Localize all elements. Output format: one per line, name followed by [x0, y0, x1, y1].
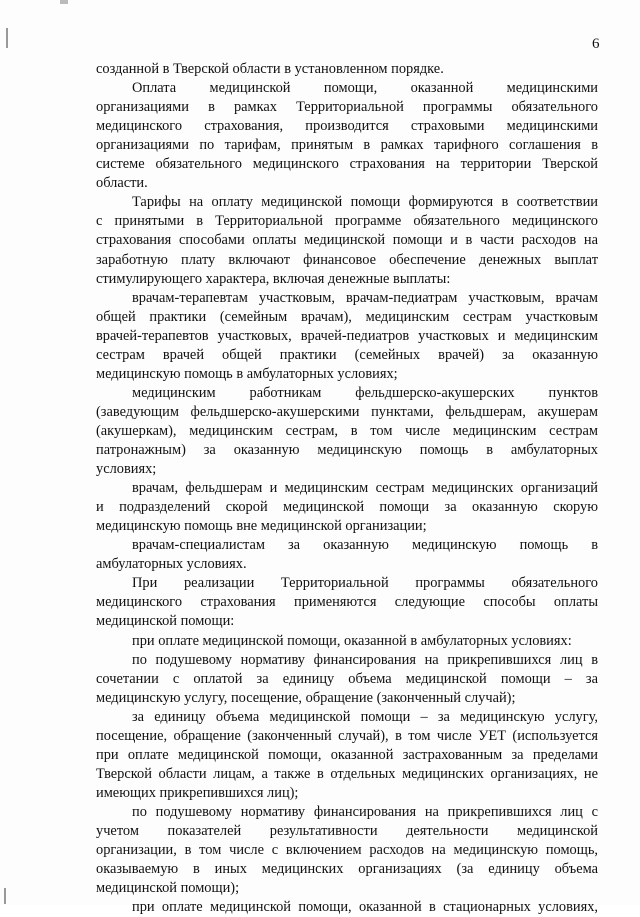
- text-line: врачам-терапевтам участковым, врачам-педиатрам участковым, врачам: [132, 290, 598, 306]
- text-line: за единицу объема медицинской помощи – за медицинскую услугу,: [132, 709, 598, 725]
- text-line: организациями по тарифам, принятым в рамках тарифного соглашения в: [96, 137, 598, 153]
- scan-artifact: [4, 888, 6, 904]
- text-line: медицинского страхования применяются следующие способы оплаты: [96, 594, 598, 610]
- scan-artifact: [60, 0, 68, 4]
- text-line: Тверской области лицам, а также в отдельных медицинских организациях, не: [96, 766, 598, 782]
- text-line: организации, в том числе с включением расходов на медицинскую помощь,: [96, 842, 598, 858]
- text-line: организациями в рамках Территориальной программы обязательного: [96, 99, 598, 115]
- text-line: Тарифы на оплату медицинской помощи формируются в соответствии: [132, 194, 598, 210]
- text-line: оказываемую в иных медицинских организациях (за единицу объема: [96, 861, 598, 877]
- text-line: при оплате медицинской помощи, оказанной в стационарных условиях,: [132, 899, 598, 915]
- text-line: при оплате медицинской помощи, оказанной застрахованным за пределами: [96, 747, 598, 763]
- text-line: имеющих прикрепившихся лиц);: [96, 785, 299, 801]
- text-line: с принятыми в Территориальной программе обязательного медицинского: [96, 213, 598, 229]
- text-line: врачам-специалистам за оказанную медицинскую помощь в: [132, 537, 598, 553]
- text-line: условиях;: [96, 461, 157, 477]
- text-line: заработную плату включают финансовое обеспечение денежных выплат: [96, 252, 598, 268]
- text-line: области.: [96, 175, 148, 191]
- text-line: медицинской помощи:: [96, 613, 235, 629]
- text-line: медицинским работникам фельдшерско-акушерских пунктов: [132, 385, 598, 401]
- text-line: сочетании с оплатой за единицу объема медицинской помощи – за: [96, 671, 598, 687]
- text-line: амбулаторных условиях.: [96, 556, 247, 572]
- text-line: системе обязательного медицинского страхования на территории Тверской: [96, 156, 598, 172]
- text-line: по подушевому нормативу финансирования на прикрепившихся лиц в: [132, 652, 598, 668]
- text-line: патронажным) за оказанную медицинскую помощь в амбулаторных: [96, 442, 598, 458]
- text-line: врачей-терапевтов участковых, врачей-педиатров участковых и медицинским: [96, 328, 598, 344]
- text-line: (акушеркам), медицинским сестрам, в том числе медицинским сестрам: [96, 423, 598, 439]
- text-line: при оплате медицинской помощи, оказанной в амбулаторных условиях:: [132, 633, 572, 649]
- text-line: страхования способами оплаты медицинской помощи и в части расходов на: [96, 232, 598, 248]
- scan-artifact: [6, 28, 8, 48]
- text-line: сестрам врачей общей практики (семейных врачей) за оказанную: [96, 347, 598, 363]
- text-line: созданной в Тверской области в установленном порядке.: [96, 61, 444, 77]
- text-line: общей практики (семейным врачам), медицинским сестрам участковым: [96, 309, 598, 325]
- text-line: по подушевому нормативу финансирования на прикрепившихся лиц с: [132, 804, 598, 820]
- text-line: врачам, фельдшерам и медицинским сестрам медицинских организаций: [132, 480, 598, 496]
- text-line: посещение, обращение (законченный случай), в том числе УЕТ (используется: [96, 728, 598, 744]
- page-number: 6: [592, 36, 600, 52]
- text-line: медицинской помощи);: [96, 880, 240, 896]
- text-line: При реализации Территориальной программы обязательного: [132, 575, 598, 591]
- text-line: медицинского страхования, производится страховыми медицинскими: [96, 118, 598, 134]
- text-line: медицинскую помощь вне медицинской организации;: [96, 518, 427, 534]
- text-line: стимулирующего характера, включая денежные выплаты:: [96, 271, 451, 287]
- text-line: медицинскую услугу, посещение, обращение (законченный случай);: [96, 690, 516, 706]
- text-line: (заведующим фельдшерско-акушерскими пунктами, фельдшерам, акушерам: [96, 404, 598, 420]
- text-line: и подразделений скорой медицинской помощи за оказанную скорую: [96, 499, 598, 515]
- text-line: учетом показателей результативности деятельности медицинской: [96, 823, 598, 839]
- text-line: Оплата медицинской помощи, оказанной медицинскими: [132, 80, 598, 96]
- text-line: медицинскую помощь в амбулаторных условиях;: [96, 366, 398, 382]
